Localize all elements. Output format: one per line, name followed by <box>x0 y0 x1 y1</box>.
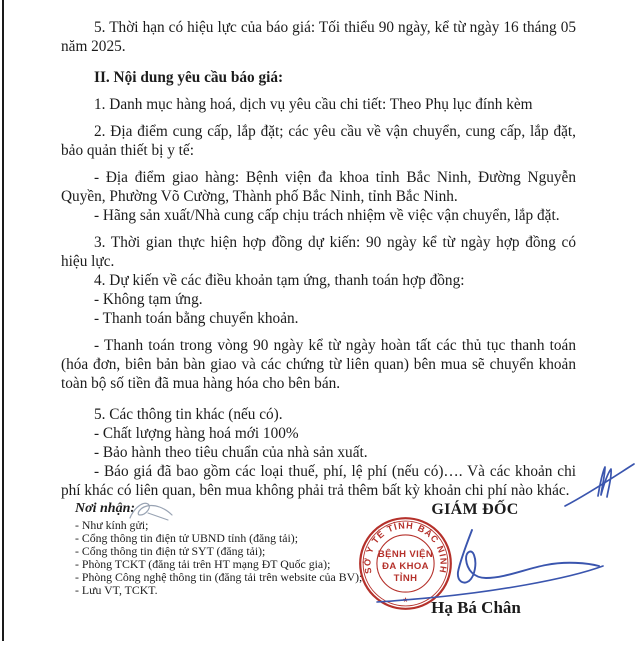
clause-quote-validity: 5. Thời hạn có hiệu lực của báo giá: Tối thiểu 90 ngày, kể từ ngày 16 tháng 05 năm 2025. <box>61 19 576 55</box>
recipient-item: - Lưu VT, TCKT. <box>75 583 158 597</box>
bullet-bank-transfer: - Thanh toán bằng chuyển khoản. <box>94 310 299 327</box>
recipients-list <box>75 519 385 597</box>
signature-stroke <box>458 530 599 583</box>
recipients-label: Nơi nhận: <box>75 501 136 516</box>
scan-border-line <box>2 0 4 641</box>
clause-payment-terms: 4. Dự kiến về các điều khoản tạm ứng, thanh toán hợp đồng: <box>94 272 465 289</box>
stamp-center-line: ĐA KHOA <box>382 561 429 572</box>
clause-other-info: 5. Các thông tin khác (nếu có). <box>94 406 283 423</box>
section-heading: II. Nội dung yêu cầu báo giá: <box>94 69 284 86</box>
document-body <box>61 18 576 500</box>
bullet-manufacturer-responsibility: - Hãng sản xuất/Nhà cung cấp chịu trách nhiệm về việc vận chuyển, lắp đặt. <box>94 207 560 224</box>
bullet-payment-deadline: - Thanh toán trong vòng 90 ngày kể từ ngày hoàn tất các thủ tục thanh toán (hóa đơn, biên bản bàn giao và các chứng từ liên quan) bên mua sẽ chuyển khoản toàn bộ số tiền đã mua hàng hóa cho bên bán. <box>61 337 576 392</box>
recipients-block <box>75 500 385 597</box>
signer-name: Hạ Bá Chân <box>431 598 521 617</box>
bullet-no-advance: - Không tạm ứng. <box>94 291 203 308</box>
stamp-center-line: BỆNH VIỆN <box>377 549 434 560</box>
bullet-delivery-address: - Địa điểm giao hàng: Bệnh viện đa khoa tỉnh Bắc Ninh, Đường Nguyễn Quyền, Phường Võ Cường, Thành phố Bắc Ninh, tỉnh Bắc Ninh. <box>61 169 576 205</box>
clause-delivery-location: 2. Địa điểm cung cấp, lắp đặt; các yêu cầu về vận chuyển, cung cấp, lắp đặt, bảo quản thiết bị y tế: <box>61 123 576 159</box>
initials-mark <box>598 467 611 497</box>
stamp-center-line: TỈNH <box>393 573 418 584</box>
bullet-quality-new: - Chất lượng hàng hoá mới 100% <box>94 425 299 442</box>
stamp-ring-text: SỞ Y TẾ TỈNH BẮC NINH <box>362 520 449 575</box>
recipient-item: - Cổng thông tin điện tử UBND tỉnh (đăng tải); <box>75 531 298 545</box>
recipient-item: - Phòng Công nghệ thông tin (đăng tải trên website của BV); <box>75 570 363 584</box>
bullet-price-includes-fees: - Báo giá đã bao gồm các loại thuế, phí, lệ phí (nếu có)…. Và các khoản chi phí khác có liên quan, bên mua không phải trả thêm bất kỳ khoản chi phí nào khác. <box>61 463 576 499</box>
recipient-item: - Như kính gửi; <box>75 518 149 532</box>
official-stamp <box>358 516 453 611</box>
bullet-warranty: - Bảo hành theo tiêu chuẩn của nhà sản xuất. <box>94 444 368 461</box>
clause-item-list: 1. Danh mục hàng hoá, dịch vụ yêu cầu chi tiết: Theo Phụ lục đính kèm <box>94 96 533 113</box>
recipient-item: - Cổng thông tin điện tử SYT (đăng tải); <box>75 544 266 558</box>
clause-contract-duration: 3. Thời gian thực hiện hợp đồng dự kiến: 90 ngày kể từ ngày hợp đồng có hiệu lực. <box>61 234 576 270</box>
recipient-item: - Phòng TCKT (đăng tải trên HT mạng ĐT Quốc gia); <box>75 557 331 571</box>
director-title: GIÁM ĐỐC <box>431 501 519 518</box>
stamp-star-icon: ★ <box>402 597 409 604</box>
